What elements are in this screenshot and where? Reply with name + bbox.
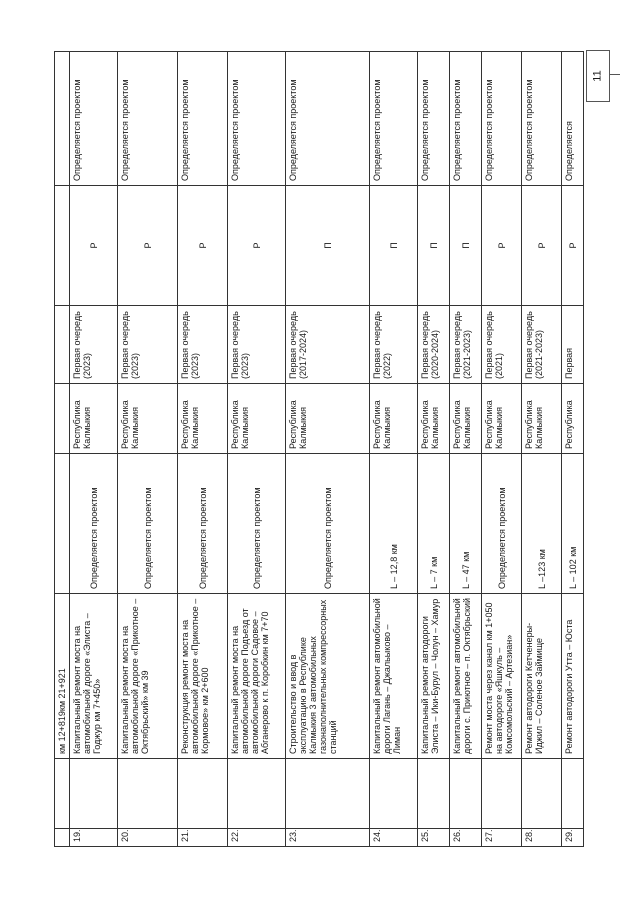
cell-region [55,384,70,454]
cell-region: Республика Калмыкия [482,384,522,454]
cell-period: Первая очередь (2021-2023) [522,306,562,384]
table-row [370,52,418,847]
cell-region: Республика Калмыкия [522,384,562,454]
table-body [55,52,584,847]
table-row [418,52,450,847]
cell-name: Капитальный ремонт моста на автомобильной дороге «Прикотное – Октябрьский» км 39 [118,594,178,759]
cell-note: Определяется проектом [450,52,482,186]
cell-period: Первая очередь (2023) [178,306,228,384]
rotated-table-container [54,52,578,847]
cell-num: 25. [418,829,450,847]
cell-period: Первая [562,306,584,384]
cell-type: Р [482,186,522,306]
cell-length [55,454,70,594]
cell-type: Р [522,186,562,306]
cell-note: Определяется проектом [286,52,370,186]
cell-name: Ремонт моста через канал км 1+050 на автодороге «Яшкуль – Комсомольский – Артезиан» [482,594,522,759]
cell-note: Определяется проектом [370,52,418,186]
table-row [482,52,522,847]
cell-num: 22. [228,829,286,847]
table-row [118,52,178,847]
cell-region: Республика Калмыкия [418,384,450,454]
cell-type: П [370,186,418,306]
cell-length: Определяется проектом [482,454,522,594]
cell-type: Р [562,186,584,306]
cell-type: П [450,186,482,306]
cell-num [55,829,70,847]
cell-period: Первая очередь (2021-2023) [450,306,482,384]
table-row [286,52,370,847]
cell-blank [178,759,228,829]
cell-blank [370,759,418,829]
cell-period: Первая очередь (2022) [370,306,418,384]
cell-type: Р [118,186,178,306]
cell-period: Первая очередь (2020-2024) [418,306,450,384]
cell-region: Республика Калмыкия [370,384,418,454]
table-row [562,52,584,847]
cell-num: 23. [286,829,370,847]
cell-length: Определяется проектом [118,454,178,594]
cell-name: Ремонт автодороги Кетченеры-Иджил – Соленое Займище [522,594,562,759]
cell-note: Определяется проектом [118,52,178,186]
cell-region: Республика Калмыкия [450,384,482,454]
cell-name: Капитальный ремонт автомобильной дороги Лагань – Джальыково – Лиман [370,594,418,759]
cell-period [55,306,70,384]
cell-type: Р [70,186,118,306]
table-row [178,52,228,847]
cell-type: П [418,186,450,306]
cell-blank [118,759,178,829]
projects-table [54,51,584,847]
cell-num: 20. [118,829,178,847]
cell-blank [55,759,70,829]
cell-length: L –123 км [522,454,562,594]
table-row [228,52,286,847]
cell-type [55,186,70,306]
cell-note: Определяется проектом [418,52,450,186]
margin-tick [610,74,620,75]
cell-blank [228,759,286,829]
cell-region: Республика Калмыкия [178,384,228,454]
cell-num: 29. [562,829,584,847]
cell-name: Строительство и ввод в эксплуатацию в Республике Калмыкия 3 автомобильных газонаполнительных компрессорных станций [286,594,370,759]
cell-note: Определяется проектом [522,52,562,186]
cell-period: Первая очередь (2023) [118,306,178,384]
cell-name: Капитальный ремонт автодороги Элиста – Ики-Бурул – Чолун – Хамур [418,594,450,759]
cell-length: L – 7 км [418,454,450,594]
cell-blank [418,759,450,829]
cell-blank [562,759,584,829]
cell-num: 24. [370,829,418,847]
table-row [522,52,562,847]
cell-name: км 12+819км 21+921 [55,594,70,759]
cell-note: Определяется проектом [178,52,228,186]
page-number: 11 [591,70,604,82]
cell-num: 27. [482,829,522,847]
cell-region: Республика Калмыкия [228,384,286,454]
cell-length: L – 47 км [450,454,482,594]
cell-period: Первая очередь (2023) [70,306,118,384]
cell-num: 28. [522,829,562,847]
cell-period: Первая очередь (2021) [482,306,522,384]
cell-blank [482,759,522,829]
cell-blank [70,759,118,829]
cell-num: 21. [178,829,228,847]
cell-length: Определяется проектом [178,454,228,594]
table-row [55,52,70,847]
cell-note: Определяется [562,52,584,186]
cell-note: Определяется проектом [228,52,286,186]
table-row [450,52,482,847]
page-number-box [586,50,610,102]
cell-blank [286,759,370,829]
cell-num: 19. [70,829,118,847]
cell-length: Определяется проектом [286,454,370,594]
cell-period: Первая очередь (2023) [228,306,286,384]
cell-type: Р [228,186,286,306]
cell-type: П [286,186,370,306]
cell-note [55,52,70,186]
cell-num: 26. [450,829,482,847]
cell-region: Республика Калмыкия [286,384,370,454]
cell-region: Республика [562,384,584,454]
table-row [70,52,118,847]
cell-name: Капитальный ремонт моста на автомобильной дороге Подъезд от автомобильной дороги Садовое – Абганерово к п. Коробкин км 7+70 [228,594,286,759]
cell-type: Р [178,186,228,306]
cell-region: Республика Калмыкия [118,384,178,454]
table-stage [54,52,578,847]
cell-length: Определяется проектом [70,454,118,594]
cell-note: Определяется проектом [70,52,118,186]
cell-name: Капитальный ремонт моста на автомобильной дороге «Элиста – Годжур км 7+450» [70,594,118,759]
cell-name: Капитальный ремонт автомобильной дороги с. Приютное – п. Октябрьский [450,594,482,759]
cell-length: L – 12,8 км [370,454,418,594]
cell-length: L – 102 км [562,454,584,594]
cell-blank [450,759,482,829]
cell-blank [522,759,562,829]
cell-name: Реконструкция ремонт моста на автомобильной дороге «Прикотное – Кормовое» км 2+600 [178,594,228,759]
cell-period: Первая очередь (2017-2024) [286,306,370,384]
cell-note: Определяется проектом [482,52,522,186]
cell-length: Определяется проектом [228,454,286,594]
cell-name: Ремонт автодороги Утта – Юста [562,594,584,759]
cell-region: Республика Калмыкия [70,384,118,454]
